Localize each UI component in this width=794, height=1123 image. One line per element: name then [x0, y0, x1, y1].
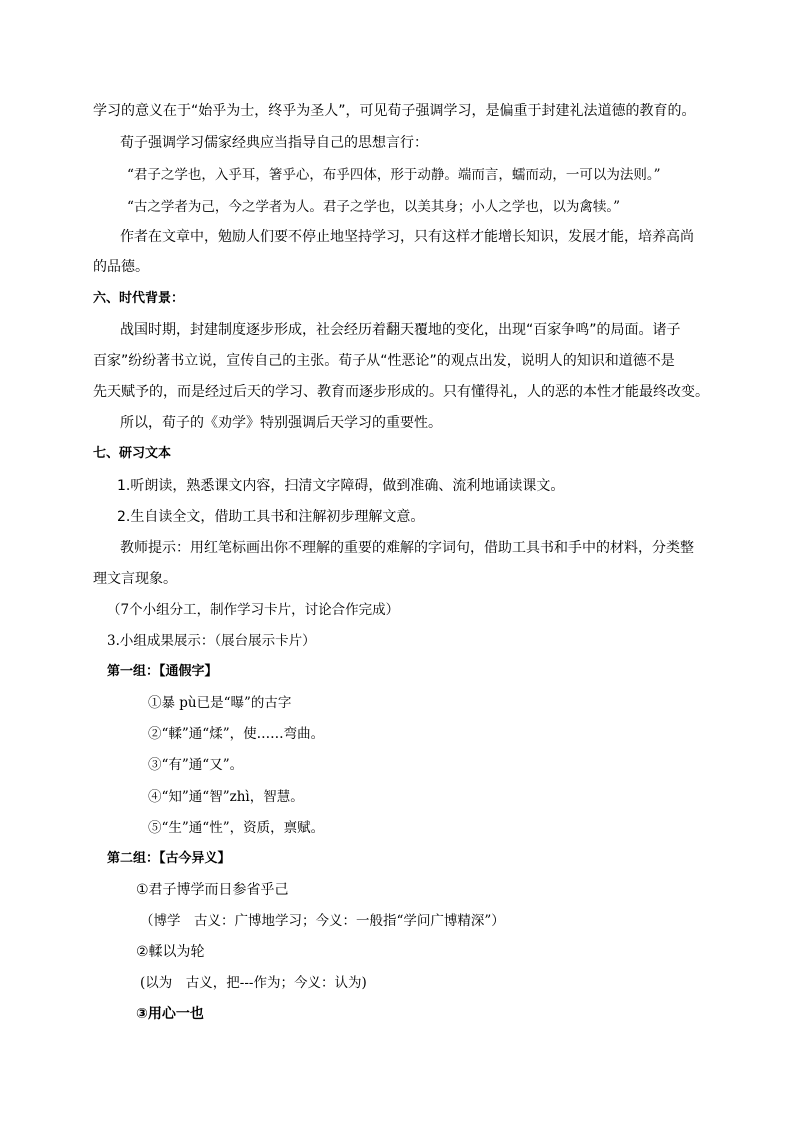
step-2-read: 2.生自读全文，借助工具书和注解初步理解文意。 — [117, 509, 425, 525]
group-2-item-2-note: (以为 古义，把---作为；今义：认为) — [140, 975, 367, 991]
group-1-item: ③“有”通“又”。 — [148, 757, 244, 773]
background-line-2: 百家”纷纷著书立说，宣传自己的主张。荀子从“性恶论”的观点出发，说明人的知识和道德不是 — [93, 353, 675, 369]
section-heading-text-study: 七、研习文本 — [93, 446, 172, 461]
teacher-tip-line-2: 理文言现象。 — [93, 571, 177, 587]
quote-ancient-scholars: “古之学者为己，今之学者为人。君子之学也，以美其身；小人之学也，以为禽犊。” — [127, 199, 621, 215]
section-heading-historical-background: 六、时代背景： — [93, 291, 185, 306]
group-1-item: ④“知”通“智”zhì，智慧。 — [148, 789, 304, 805]
group-2-heading: 第二组：【古今异义】 — [107, 851, 231, 866]
group-2-item-2: ②輮以为轮 — [136, 944, 205, 960]
background-line-3: 先天赋予的，而是经过后天的学习、教育而逐步形成的。只有懂得礼，人的恶的本性才能最终改变。 — [93, 384, 709, 400]
background-line-4: 所以，荀子的《劝学》特别强调后天学习的重要性。 — [120, 415, 442, 431]
step-3-presentation: 3.小组成果展示：（展台展示卡片） — [107, 633, 316, 649]
step-1-listen: 1.听朗读，熟悉课文内容，扫清文字障碍，做到准确、流利地诵读课文。 — [117, 478, 565, 494]
group-work-note: （7个小组分工，制作学习卡片，讨论合作完成） — [107, 602, 400, 618]
group-1-item: ①暴 pù已是“曝”的古字 — [148, 695, 292, 711]
paragraph-meaning-of-learning: 学习的意义在于“始乎为士，终乎为圣人”，可见荀子强调学习，是偏重于封建礼法道德的教育的。 — [93, 103, 696, 119]
teacher-tip-line-1: 教师提示：用红笔标画出你不理解的重要的难解的字词句，借助工具书和手中的材料，分类整 — [120, 540, 694, 556]
paragraph-confucian-classics: 荀子强调学习儒家经典应当指导自己的思想言行： — [120, 135, 428, 151]
background-line-1: 战国时期，封建制度逐步形成，社会经历着翻天覆地的变化，出现“百家争鸣”的局面。诸子 — [120, 322, 681, 338]
group-1-heading: 第一组：【通假字】 — [107, 664, 218, 679]
paragraph-author-line-1: 作者在文章中，勉励人们要不停止地坚持学习，只有这样才能增长知识，发展才能，培养高尚 — [120, 229, 694, 245]
group-2-item-3: ③用心一也 — [136, 1006, 204, 1022]
group-1-item: ⑤“生”通“性”，资质，禀赋。 — [148, 820, 325, 836]
quote-gentleman-learning: “君子之学也，入乎耳，箸乎心，布乎四体，形于动静。端而言，蠕而动，一可以为法则。” — [127, 167, 661, 183]
group-2-item-1: ①君子博学而日参省乎己 — [136, 882, 289, 898]
group-1-item: ②“輮”通“煣”，使……弯曲。 — [148, 726, 325, 742]
paragraph-author-line-2: 的品德。 — [93, 259, 149, 275]
group-2-item-1-note: （博学 古义：广博地学习；今义：一般指“学问广博精深”） — [140, 913, 505, 929]
